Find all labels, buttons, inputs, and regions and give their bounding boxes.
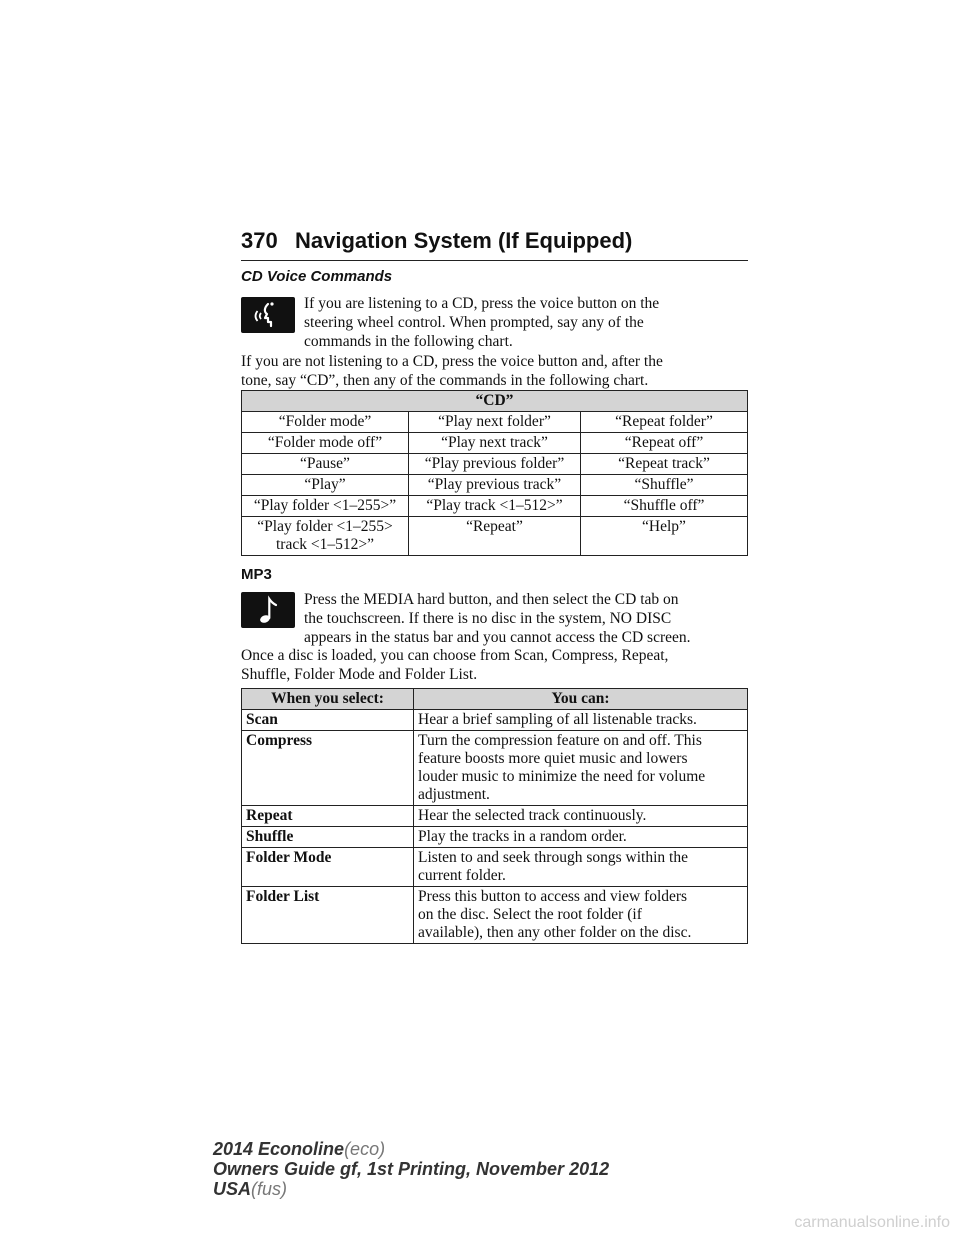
cd-instructions-text: If you are not listening to a CD, press the voice button and, after the tone, say “CD”, then any of the commands in the following chart. bbox=[241, 353, 663, 389]
cd-commands-table bbox=[241, 390, 748, 556]
footer-model: 2014 Econoline bbox=[213, 1139, 345, 1159]
mp3-section-title: MP3 bbox=[241, 566, 272, 583]
option-description: Turn the compression feature on and off. This feature boosts more quiet music and lowers louder music to minimize the need for volume adjustment. bbox=[414, 731, 748, 806]
command-cell: “Folder mode” bbox=[242, 412, 409, 433]
page-header bbox=[241, 228, 748, 261]
table-row bbox=[242, 496, 748, 517]
option-term: Compress bbox=[242, 731, 414, 806]
table-row bbox=[242, 731, 748, 806]
option-description: Press this button to access and view folders on the disc. Select the root folder (if available), then any other folder on the disc. bbox=[414, 887, 748, 944]
command-cell: “Folder mode off” bbox=[242, 433, 409, 454]
mp3-intro-text: Press the MEDIA hard button, and then select the CD tab on the touchscreen. If there is no disc in the system, NO DISC appears in the status bar and you cannot access the CD screen. bbox=[304, 591, 691, 646]
column-header-action: You can: bbox=[414, 689, 748, 710]
command-cell: “Play folder <1–255> track <1–512>” bbox=[242, 517, 409, 556]
command-cell: “Repeat track” bbox=[581, 454, 748, 475]
option-term: Folder Mode bbox=[242, 848, 414, 887]
option-term: Folder List bbox=[242, 887, 414, 944]
column-header-select: When you select: bbox=[242, 689, 414, 710]
table-row bbox=[242, 454, 748, 475]
table-row bbox=[242, 887, 748, 944]
footer-edition: Owners Guide gf, 1st Printing, November 2012 bbox=[213, 1159, 610, 1179]
table-row bbox=[242, 848, 748, 887]
voice-button-icon bbox=[241, 297, 295, 333]
table-row bbox=[242, 412, 748, 433]
music-note-icon bbox=[241, 592, 295, 628]
watermark-text: carmanualsonline.info bbox=[794, 1214, 950, 1231]
option-term: Shuffle bbox=[242, 827, 414, 848]
table-row bbox=[242, 475, 748, 496]
table-row bbox=[242, 710, 748, 731]
command-cell: “Help” bbox=[581, 517, 748, 556]
command-cell: “Play folder <1–255>” bbox=[242, 496, 409, 517]
command-cell: “Pause” bbox=[242, 454, 409, 475]
mp3-options-text: Once a disc is loaded, you can choose from Scan, Compress, Repeat, Shuffle, Folder Mode and Folder List. bbox=[241, 647, 669, 683]
table-row bbox=[242, 806, 748, 827]
cd-table-header: “CD” bbox=[242, 391, 748, 412]
page-title: Navigation System (If Equipped) bbox=[295, 228, 633, 253]
table-row bbox=[242, 827, 748, 848]
footer-model-code: (eco) bbox=[344, 1139, 386, 1159]
command-cell: “Play previous track” bbox=[408, 475, 580, 496]
document-footer bbox=[213, 1139, 609, 1199]
option-term: Repeat bbox=[242, 806, 414, 827]
command-cell: “Shuffle” bbox=[581, 475, 748, 496]
command-cell: “Play previous folder” bbox=[408, 454, 580, 475]
command-cell: “Shuffle off” bbox=[581, 496, 748, 517]
option-description: Hear a brief sampling of all listenable tracks. bbox=[414, 710, 748, 731]
command-cell: “Repeat folder” bbox=[581, 412, 748, 433]
option-description: Listen to and seek through songs within the current folder. bbox=[414, 848, 748, 887]
footer-market: USA bbox=[213, 1179, 252, 1199]
command-cell: “Repeat” bbox=[408, 517, 580, 556]
command-cell: “Play” bbox=[242, 475, 409, 496]
page-number: 370 bbox=[241, 228, 278, 253]
cd-section-title: CD Voice Commands bbox=[241, 268, 393, 285]
table-row bbox=[242, 433, 748, 454]
mp3-options-table bbox=[241, 688, 748, 944]
footer-market-code: (fus) bbox=[251, 1179, 288, 1199]
command-cell: “Repeat off” bbox=[581, 433, 748, 454]
cd-intro-text: If you are listening to a CD, press the voice button on the steering wheel control. When prompted, say any of the commands in the following chart. bbox=[304, 295, 660, 350]
option-description: Play the tracks in a random order. bbox=[414, 827, 748, 848]
option-term: Scan bbox=[242, 710, 414, 731]
option-description: Hear the selected track continuously. bbox=[414, 806, 748, 827]
command-cell: “Play next track” bbox=[408, 433, 580, 454]
command-cell: “Play track <1–512>” bbox=[408, 496, 580, 517]
table-row bbox=[242, 517, 748, 556]
command-cell: “Play next folder” bbox=[408, 412, 580, 433]
